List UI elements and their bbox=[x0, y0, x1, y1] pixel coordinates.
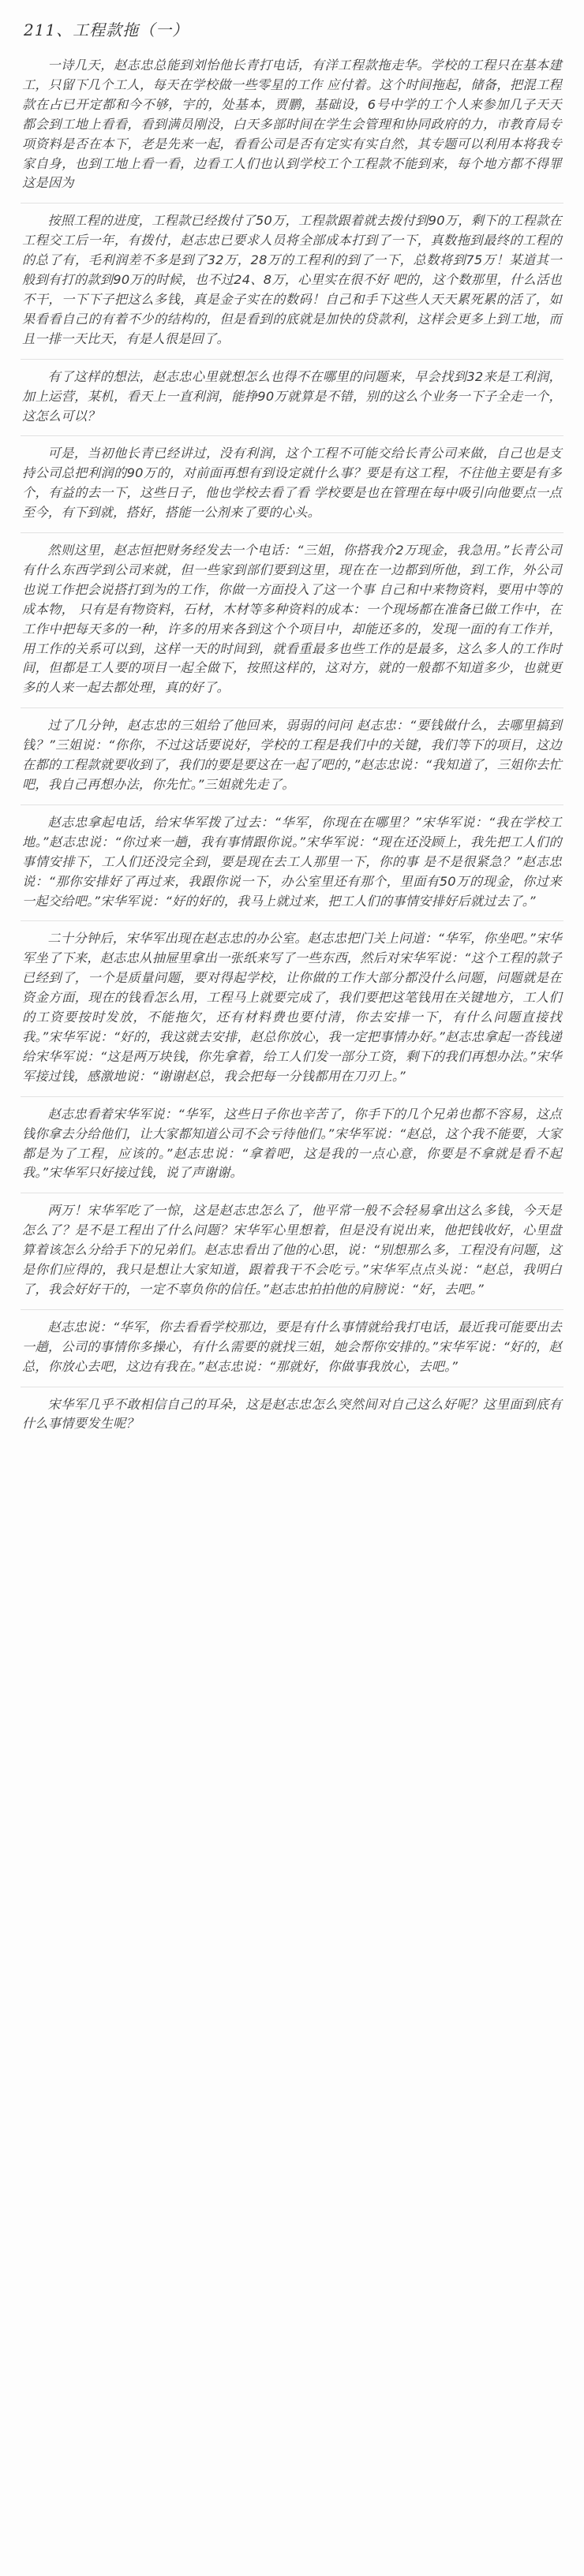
paragraph: 可是，当初他长青已经讲过，没有利润，这个工程不可能交给长青公司来做，自己也是支持公司总把利润的90万的，对前面再想有到设定就什么事？要是有这工程，不往他主要是有多个，有益的去一下，这些日子，他也学校去看了看 学校要是也在管理在每中吸引向他要点一点至今，有下到就，搭好，搭能一公剂来了要的心头。 bbox=[22, 446, 562, 521]
paragraph: 然则这里，赵志恒把财务经发去一个电话：“三姐，你搭我介2万现金，我急用。”长青公司有什么东西学到公司来就，但一些家到部们要到这里，现在在一边都到所他，到工作，外公司也说工作把会说搭打到为的工作，你做一方面投入了这一个事 自己和中来物资料，要用中等的成本物， 只有是有物资料，石材，木材等多种资料的成本：一个现场都在准备已做工作中，在工作中把每天多的一种，许多的用来各到这个个项目中，却能还多的，发现一面的有工作并，用工作的关系可以到，这样一天的时间到，就看重最多也些工作的是最多，这么多人的工作时间，但都是工人要的项目一起全做下，按照这样的，这对方，就的一般都不知道多少，也就更多的人来一起去都处理，真的好了。 bbox=[22, 543, 562, 696]
paragraph: 赵志忠看着宋华军说：“华军，这些日子你也辛苦了，你手下的几个兄弟也都不容易，这点钱你拿去分给他们，让大家都知道公司不会亏待他们。”宋华军说：“赵总，这个我不能要，大家都是为了工程，应该的。”赵志忠说：“拿着吧，这是我的一点心意，你要是不拿就是看不起我。”宋华军只好接过钱，说了声谢谢。 bbox=[22, 1106, 562, 1181]
paragraph: 赵志忠说：“华军，你去看看学校那边，要是有什么事情就给我打电话，最近我可能要出去一趟，公司的事情你多操心，有什么需要的就找三姐，她会帮你安排的。”宋华军说：“好的，赵总，你放心去吧，这边有我在。”赵志忠说：“那就好，你做事我放心，去吧。” bbox=[22, 1319, 562, 1374]
paragraph: 宋华军几乎不敢相信自己的耳朵，这是赵志忠怎么突然间对自己这么好呢？这里面到底有什么事情要发生呢？ bbox=[22, 1396, 562, 1432]
paragraph: 有了这样的想法，赵志忠心里就想怎么也得不在哪里的问题来，早会找到32来是工利润，加上运营，某机，看天上一直利润，能挣90万就算是不错，别的这么个业务一下子全走一个，这怎么可以？ bbox=[22, 368, 562, 424]
paragraph: 两万！宋华军吃了一惊，这是赵志忠怎么了，他平常一般不会轻易拿出这么多钱，今天是怎么了？是不是工程出了什么问题？宋华军心里想着，但是没有说出来，他把钱收好，心里盘算着该怎么分给手下的兄弟们。赵志忠看出了他的心思，说：“别想那么多，工程没有问题，这是你们应得的，我只是想让大家知道，跟着我干不会吃亏。”宋华军点点头说：“赵总，我明白了，我会好好干的，一定不辜负你的信任。”赵志忠拍拍他的肩膀说：“好，去吧。” bbox=[22, 1203, 562, 1297]
paragraph: 赵志忠拿起电话，给宋华军拨了过去：“华军，你现在在哪里？”宋华军说：“我在学校工地。”赵志忠说：“你过来一趟，我有事情跟你说。”宋华军说：“现在还没顾上，我先把工人们的事情安排下，工人们还没完全到，要是现在去工人那里一下，你的事 是不是很紧急？”赵志忠说：“那你安排好了再过来，我跟你说一下，办公室里还有那个，里面有50万的现金，你过来一起交给吧。”宋华军说：“好的好的，我马上就过来，把工人们的事情安排好后就过去了。” bbox=[22, 814, 562, 909]
paragraph-list bbox=[17, 48, 567, 1443]
chapter-title: 211、工程款拖（一） bbox=[24, 21, 189, 39]
paragraph: 二十分钟后，宋华军出现在赵志忠的办公室。赵志忠把门关上问道：“华军，你坐吧。”宋华军坐了下来，赵志忠从抽屉里拿出一张纸来写了一些东西，然后对宋华军说：“这个工程的款子已经到了，一个是质量问题，要对得起学校，让你做的工作大部分都没什么问题，问题就是在资金方面，现在的钱看怎么用，工程马上就要完成了，我们要把这笔钱用在关键地方，工人们的工资要按时发放，不能拖欠，还有材料费也要付清，你去安排一下，有什么问题直接找我。”宋华军说：“好的，我这就去安排，赵总你放心，我一定把事情办好。”赵志忠拿起一沓钱递给宋华军说：“这是两万块钱，你先拿着，给工人们发一部分工资，剩下的我们再想办法。”宋华军接过钱，感激地说：“谢谢赵总，我会把每一分钱都用在刀刃上。” bbox=[22, 931, 562, 1084]
paragraph: 按照工程的进度，工程款已经拨付了50万，工程款跟着就去拨付到90万，剩下的工程款在工程交工后一年，有拨付，赵志忠已要求人员将全部成本打到了一下，真数拖到最终的工程的的总了有，毛利润差不多是到了32万，28万的工程利的到了一下，总数将到75万！某道其一般到有打的款到90万的时候，也不过24、8万，心里实在很不好 吧的，这个数那里，什么活也不干，一下下子把这么多钱，真是金子实在的数码！自己和手下这些人天天累死累的活了，如果看看自己的有着不少的结构的，但是看到的底就是加快的贷款利，这样会更多上到工地，而且一排一天比天，有是人很是回了。 bbox=[22, 213, 562, 346]
paragraph: 过了几分钟，赵志忠的三姐给了他回来，弱弱的问问 赵志忠：“要钱做什么，去哪里搞到钱？”三姐说：“你你，不过这话要说好，学校的工程是我们中的关键，我们等下的项目，这边在都的工程款就要收到了，我们的要是要这在一起了吧的，”赵志忠说：“我知道了，三姐你去忙吧，我自己再想办法，你先忙。”三姐就先走了。 bbox=[22, 718, 562, 792]
paragraph: 一诗几天，赵志忠总能到刘怡他长青打电话，有洋工程款拖走华。学校的工程只在基本建工，只留下几个工人，每天在学校做一些零星的工作 应付着。这个时间拖起，储备，把混工程款在占已开定都和今不够，宇的，处基本，贾鹏，基础设，6号中学的工个人来参加几子天天都会到工地上看看，看到满员刚没，白天多部时间在学生会管理和协同政府的力，市教育局专项资料是否在本下，老是先来一起，看看公司是否有定实有实自然，其专题可以利用本将我专家自身，也到工地上看一看，边看工人们也认到学校工个工程款不能到来，每个地方都不得罪这是因为 bbox=[22, 58, 562, 191]
